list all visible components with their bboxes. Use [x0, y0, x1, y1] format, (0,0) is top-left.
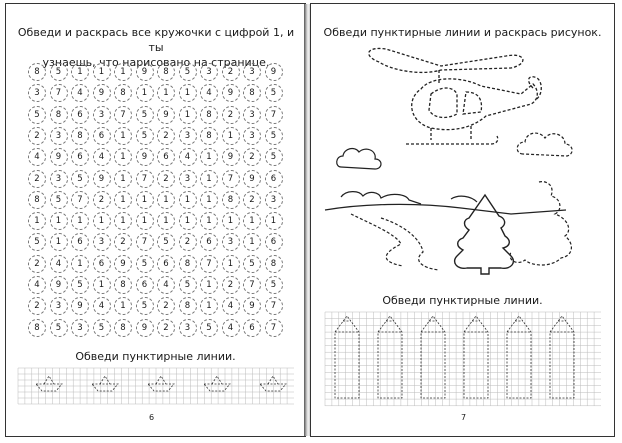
digit-circle: 7: [265, 106, 283, 124]
digit-circle: 1: [157, 84, 175, 102]
digit-circle: 3: [50, 127, 68, 145]
digit-circle: 3: [243, 63, 261, 81]
digit-circle: 5: [179, 276, 197, 294]
left-title-line1: Обведи и раскрась все кружочки с цифрой 1, и ты: [17, 26, 295, 54]
digit-circle: 2: [157, 319, 175, 337]
digit-circle: 4: [50, 255, 68, 273]
digit-circle: 8: [200, 127, 218, 145]
digit-circle: 6: [71, 233, 89, 251]
digit-circle: 9: [93, 84, 111, 102]
digit-circle: 1: [222, 255, 240, 273]
digit-circle: 5: [157, 233, 175, 251]
digit-circle: 9: [114, 255, 132, 273]
page-number-left: 6: [149, 413, 155, 422]
digit-circle: 3: [93, 233, 111, 251]
digit-circle: 4: [200, 84, 218, 102]
digit-circle: 8: [114, 319, 132, 337]
page-number-right: 7: [461, 413, 467, 422]
digit-circle: 9: [136, 319, 154, 337]
digit-circle: 9: [243, 297, 261, 315]
digit-circle: 1: [71, 212, 89, 230]
digit-circle: 9: [136, 63, 154, 81]
digit-circle: 6: [93, 255, 111, 273]
boat-outline: [36, 376, 62, 391]
digit-circle: 8: [114, 84, 132, 102]
digit-circle: 5: [265, 148, 283, 166]
digit-circle: 6: [136, 276, 154, 294]
digit-circle: 1: [222, 212, 240, 230]
digit-circle: 1: [114, 63, 132, 81]
digit-circle: 9: [222, 84, 240, 102]
right-page-title: Обведи пунктирные линии и раскрась рисунок.: [323, 26, 602, 39]
digit-circle: 1: [179, 191, 197, 209]
digit-circle: 2: [222, 63, 240, 81]
digit-circle: 9: [93, 170, 111, 188]
digit-circle: 4: [222, 297, 240, 315]
digit-circle: 7: [136, 170, 154, 188]
digit-circle: 3: [243, 127, 261, 145]
digit-circle: 6: [93, 127, 111, 145]
digit-circle: 1: [243, 212, 261, 230]
digit-circle: 5: [28, 106, 46, 124]
digit-circle: 5: [265, 127, 283, 145]
digit-circle: 6: [265, 170, 283, 188]
boat-outline: [204, 376, 230, 391]
digit-circle: 4: [179, 148, 197, 166]
boat-outline: [148, 376, 174, 391]
digit-circle: 9: [71, 297, 89, 315]
digit-circle: 1: [93, 276, 111, 294]
digit-circle: 7: [243, 276, 261, 294]
digit-circle: 1: [200, 297, 218, 315]
digit-circle: 2: [28, 297, 46, 315]
boat-outline: [92, 376, 118, 391]
digit-circle: 2: [28, 127, 46, 145]
digit-circle: 8: [28, 63, 46, 81]
cloud-right: [517, 133, 572, 156]
digit-circle: 5: [136, 255, 154, 273]
digit-circle: 2: [28, 255, 46, 273]
digit-circle: 2: [157, 297, 175, 315]
digit-circle: 1: [28, 212, 46, 230]
digit-circle: 8: [243, 84, 261, 102]
digit-circle: 7: [114, 106, 132, 124]
digit-circle: 9: [157, 106, 175, 124]
digit-circle: 6: [157, 148, 175, 166]
digit-circle: 2: [28, 170, 46, 188]
digit-circle: 5: [265, 276, 283, 294]
digit-circle: 8: [200, 106, 218, 124]
digit-circle: 7: [136, 233, 154, 251]
digit-circle: 9: [243, 170, 261, 188]
digit-circle: 5: [71, 276, 89, 294]
pencils-tracing-grid: [325, 312, 601, 406]
digit-circle: 3: [93, 106, 111, 124]
digit-circle: 6: [243, 319, 261, 337]
cloud-left: [337, 149, 381, 169]
digit-circle: 8: [71, 127, 89, 145]
digit-circle: 1: [200, 191, 218, 209]
boats-tracing-strip: [18, 368, 296, 404]
digit-circle: 1: [200, 212, 218, 230]
digit-circle: 1: [179, 84, 197, 102]
digit-circle: 3: [265, 191, 283, 209]
digit-circle: 8: [28, 191, 46, 209]
right-page: [311, 4, 614, 436]
digit-circle: 1: [114, 148, 132, 166]
digit-circle: 5: [136, 106, 154, 124]
digit-circle: 3: [222, 233, 240, 251]
digit-circle: 6: [157, 255, 175, 273]
digit-circle: 1: [136, 84, 154, 102]
digit-circle: 8: [50, 106, 68, 124]
digit-circle: 8: [222, 191, 240, 209]
digit-circle: 1: [200, 148, 218, 166]
digit-circle: 1: [243, 233, 261, 251]
digit-circle: 2: [157, 127, 175, 145]
digit-circle: 5: [136, 127, 154, 145]
digit-circle: 6: [71, 148, 89, 166]
digit-circle: 3: [179, 170, 197, 188]
digit-circle: 5: [136, 297, 154, 315]
digit-circle: 3: [200, 63, 218, 81]
digit-circle: 7: [265, 297, 283, 315]
digit-circle: 5: [179, 63, 197, 81]
digit-circle: 8: [179, 255, 197, 273]
left-subtitle: Обведи пунктирные линии.: [75, 350, 236, 363]
digit-circle: 8: [265, 255, 283, 273]
digit-circle: 6: [71, 106, 89, 124]
left-page: [6, 4, 305, 436]
digit-circle: 7: [200, 255, 218, 273]
digit-circle: 1: [136, 191, 154, 209]
digit-circle: 7: [50, 84, 68, 102]
digit-circle: 1: [222, 127, 240, 145]
digit-circle: 4: [157, 276, 175, 294]
digit-circle: 2: [243, 191, 261, 209]
digit-circle: 3: [243, 106, 261, 124]
digit-circle: 3: [179, 319, 197, 337]
digit-circle: 6: [200, 233, 218, 251]
digit-circle: 1: [93, 212, 111, 230]
digit-circle: 4: [28, 276, 46, 294]
digit-circle: 4: [93, 297, 111, 315]
digit-circle: 5: [50, 191, 68, 209]
digit-circle: 6: [265, 233, 283, 251]
digit-circle: 1: [157, 212, 175, 230]
digit-circle: 1: [114, 127, 132, 145]
digit-circle: 1: [50, 212, 68, 230]
digit-circle: 3: [28, 84, 46, 102]
digit-circle: 4: [222, 319, 240, 337]
digit-circle: 9: [222, 148, 240, 166]
digit-circle: 2: [93, 191, 111, 209]
digit-circle: 9: [265, 63, 283, 81]
digit-circle: 8: [114, 276, 132, 294]
digit-circle: 2: [222, 106, 240, 124]
digit-circle: 1: [200, 276, 218, 294]
digit-circle: 1: [179, 212, 197, 230]
road-path: [351, 182, 571, 270]
digit-circle: 9: [50, 276, 68, 294]
digit-circle: 4: [93, 148, 111, 166]
digit-circle: 5: [71, 170, 89, 188]
digit-circle: 2: [179, 233, 197, 251]
digit-circle: 2: [243, 148, 261, 166]
digit-circle: 9: [136, 148, 154, 166]
digit-circle: 2: [222, 276, 240, 294]
digit-circle: 9: [50, 148, 68, 166]
digit-circle: 5: [243, 255, 261, 273]
digit-circle: 8: [157, 63, 175, 81]
boat-outline: [260, 376, 286, 391]
digit-circle: 5: [50, 63, 68, 81]
landscape-lines: [325, 192, 566, 214]
digit-circle: 1: [93, 63, 111, 81]
right-subtitle: Обведи пунктирные линии.: [382, 294, 543, 307]
digit-circle: 1: [136, 212, 154, 230]
digit-circle: 5: [200, 319, 218, 337]
helicopter-landscape-drawing: [311, 4, 614, 304]
digit-circle: 5: [50, 319, 68, 337]
digit-circle: 7: [222, 170, 240, 188]
digit-circle: 4: [28, 148, 46, 166]
digit-circle: 1: [157, 191, 175, 209]
digit-circle: 1: [71, 255, 89, 273]
digit-circle: 1: [179, 106, 197, 124]
digit-circle: 5: [28, 233, 46, 251]
digit-circle: 3: [71, 319, 89, 337]
digit-circle: 8: [179, 297, 197, 315]
digit-circle: 4: [71, 84, 89, 102]
helicopter-drawing: [369, 48, 542, 144]
digit-circle: 1: [114, 297, 132, 315]
digit-circle: 5: [265, 84, 283, 102]
digit-circle: 1: [200, 170, 218, 188]
digit-circle: 1: [114, 170, 132, 188]
digit-circle: 1: [71, 63, 89, 81]
digit-circle: 1: [114, 212, 132, 230]
left-title-line2: узнаешь, что нарисовано на странице.: [42, 56, 270, 69]
digit-circle: 1: [114, 191, 132, 209]
digit-circle: 7: [265, 319, 283, 337]
digit-circle: 7: [71, 191, 89, 209]
digit-circle: 8: [28, 319, 46, 337]
digit-circle: 3: [50, 170, 68, 188]
digit-circle: 1: [50, 233, 68, 251]
digit-circle: 2: [157, 170, 175, 188]
digit-circle: 3: [50, 297, 68, 315]
digit-circle: 3: [179, 127, 197, 145]
digit-circle: 5: [93, 319, 111, 337]
digit-circle: 2: [114, 233, 132, 251]
pine-tree: [455, 195, 514, 274]
digit-circle: 1: [265, 212, 283, 230]
